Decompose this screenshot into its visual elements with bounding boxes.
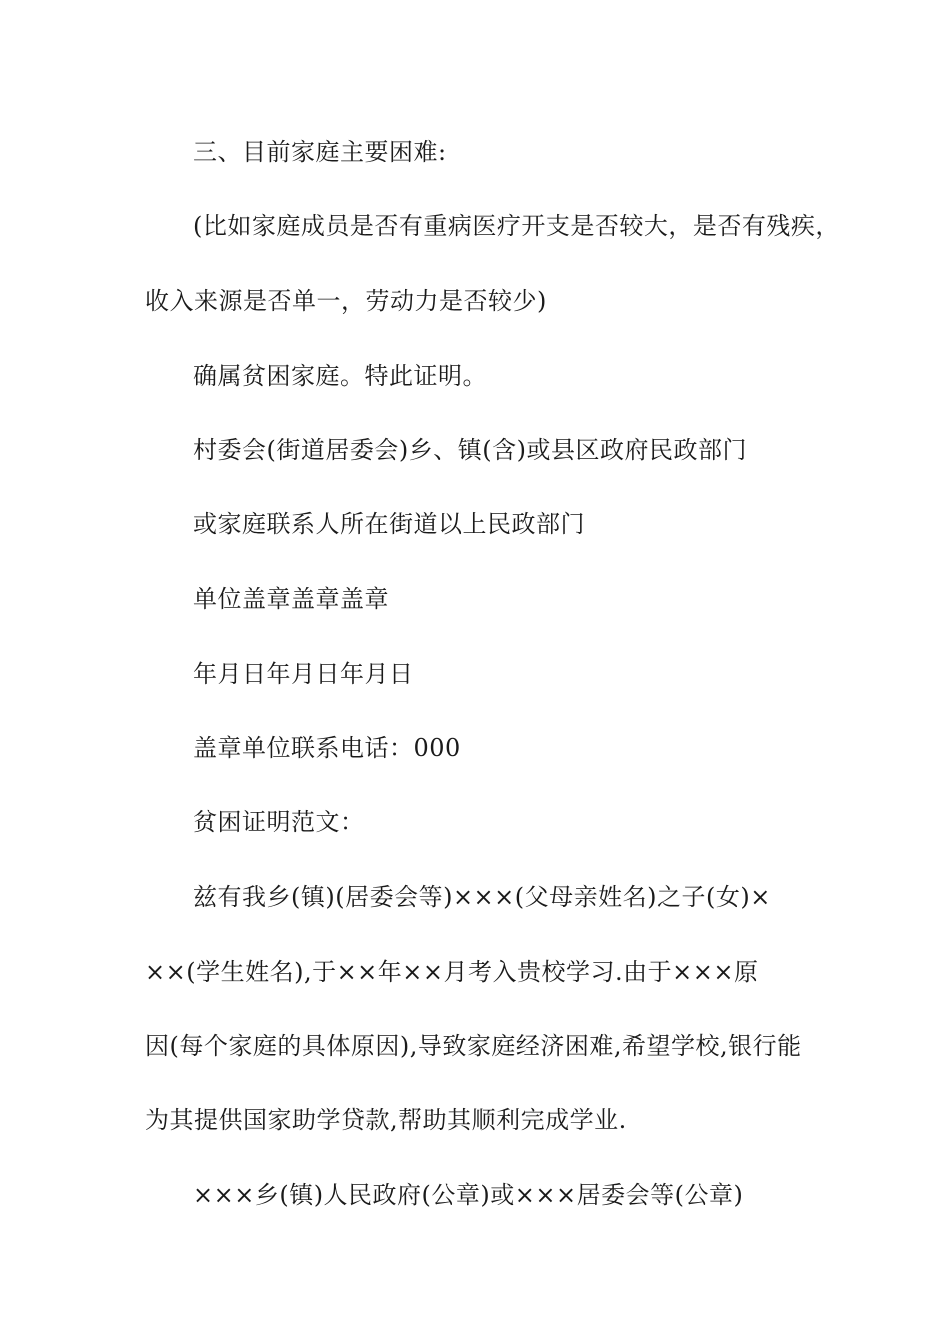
paragraph-line: 确属贫困家庭。特此证明。 xyxy=(193,362,487,390)
section-heading: 贫困证明范文： xyxy=(193,808,365,836)
section-heading: 三、目前家庭主要困难: xyxy=(193,138,447,166)
paragraph-line: 为其提供国家助学贷款,帮助其顺利完成学业. xyxy=(145,1106,627,1134)
paragraph-line: 兹有我乡(镇)(居委会等)×××(父母亲姓名)之子(女)× xyxy=(193,883,771,911)
paragraph-line: 年月日年月日年月日 xyxy=(193,660,414,688)
paragraph-line: 或家庭联系人所在街道以上民政部门 xyxy=(193,510,585,538)
paragraph-line: ×××乡(镇)人民政府(公章)或×××居委会等(公章) xyxy=(193,1181,744,1209)
paragraph-line: 收入来源是否单一，劳动力是否较少) xyxy=(145,287,547,315)
paragraph-line: 因(每个家庭的具体原因),导致家庭经济困难,希望学校,银行能 xyxy=(145,1032,802,1060)
paragraph-line: (比如家庭成员是否有重病医疗开支是否较大，是否有残疾， xyxy=(193,212,840,240)
paragraph-line: 村委会(街道居委会)乡、镇(含)或县区政府民政部门 xyxy=(193,436,747,464)
paragraph-line: 单位盖章盖章盖章 xyxy=(193,585,389,613)
paragraph-line: 盖章单位联系电话：000 xyxy=(193,734,461,762)
paragraph-line: ××(学生姓名),于××年××月考入贵校学习.由于×××原 xyxy=(145,958,759,986)
